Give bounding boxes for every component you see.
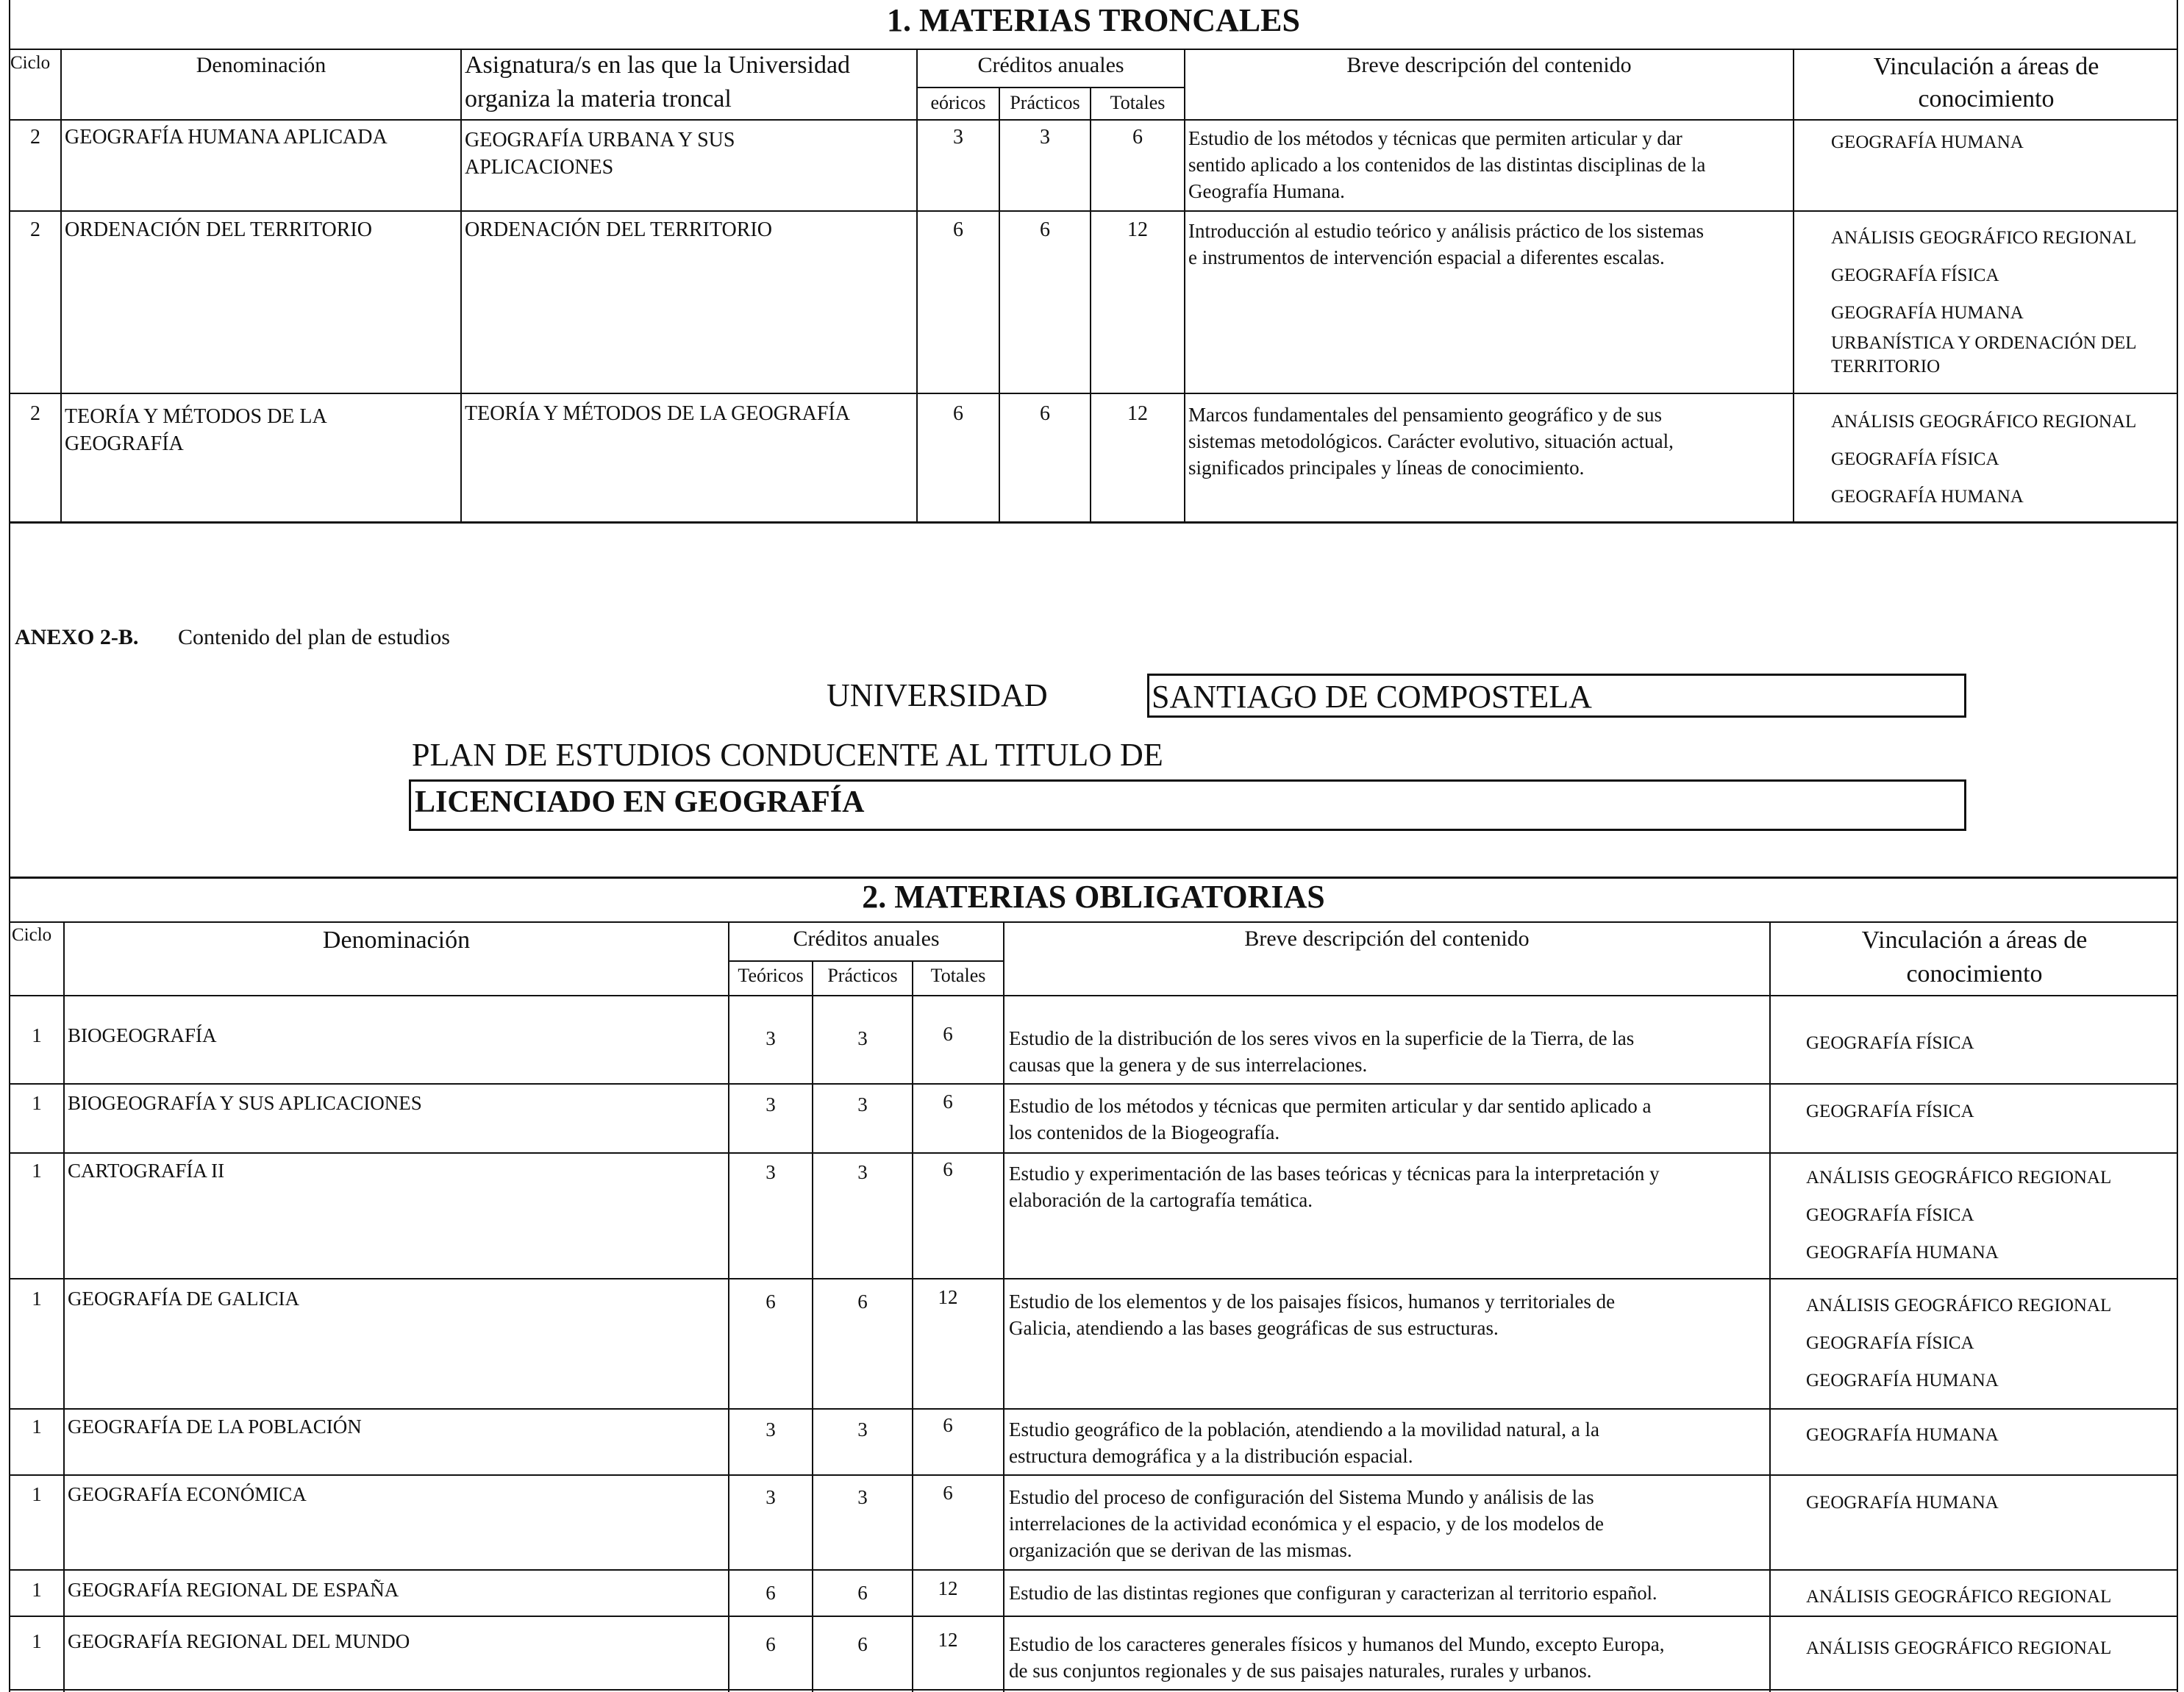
obligatoria-row-teoricos: 3 [766,1027,776,1049]
obligatoria-row-descripcion [1009,1579,1769,1606]
divider [1003,921,1004,1692]
area-label: GEOGRAFÍA FÍSICA [1831,449,1999,469]
header-vinculacion-line2: conocimiento [1906,960,2043,988]
obligatoria-row-practicos: 6 [857,1291,868,1313]
troncal-row-teoricos: 6 [953,218,963,241]
divider [728,960,1004,962]
divider [999,88,1000,524]
text-line: Galicia, atendiendo a las bases geográficas de sus estructuras. [1009,1317,1499,1339]
text-line: de sus conjuntos regionales y de sus paisajes naturales, rurales y urbanos. [1009,1660,1592,1682]
obligatoria-row-descripcion [1009,1160,1766,1213]
text-line: organización que se derivan de las mismas. [1009,1539,1352,1561]
header-vinculacion-line1: Vinculación a áreas de [1873,53,2099,80]
text-line: TERRITORIO [1831,357,1941,376]
header-ciclo: Ciclo [12,925,52,945]
header-ciclo: Ciclo [10,53,51,73]
obligatoria-row-practicos: 6 [857,1633,868,1655]
header-denominacion: Denominación [196,53,326,77]
obligatoria-row-descripcion [1009,1416,1766,1469]
troncal-row-teoricos: 6 [953,402,963,425]
text-line: elaboración de la cartografía temática. [1009,1189,1313,1211]
divider [9,921,2178,923]
area-label: GEOGRAFÍA FÍSICA [1806,1333,1974,1353]
text-line: Estudio y experimentación de las bases teóricas y técnicas para la interpretación y [1009,1163,1660,1185]
obligatoria-row-ciclo: 1 [32,1092,42,1114]
text-line: GEOGRAFÍA [65,432,184,455]
obligatoria-row-denominacion: GEOGRAFÍA DE GALICIA [68,1288,299,1310]
obligatorias-title: 2. MATERIAS OBLIGATORIAS [862,879,1325,915]
obligatoria-row-ciclo: 1 [32,1288,42,1310]
troncal-row-areas [1831,124,2024,161]
troncal-row-descripcion [1188,125,1791,204]
text-line: e instrumentos de intervención espacial a diferentes escalas. [1188,246,1665,268]
obligatoria-row-practicos: 6 [857,1582,868,1604]
universidad-label: UNIVERSIDAD [827,677,1048,713]
obligatoria-row-teoricos: 3 [766,1093,776,1115]
text-line: URBANÍSTICA Y ORDENACIÓN DEL [1831,333,2137,353]
troncal-row-denominacion: ORDENACIÓN DEL TERRITORIO [65,218,372,241]
troncal-row-totales: 12 [1127,218,1148,241]
troncal-row-denominacion [65,403,327,457]
obligatoria-row-totales: 6 [943,1023,953,1045]
divider [916,87,1185,88]
divider [9,1278,2178,1279]
header-totales: Totales [1110,92,1166,113]
obligatoria-row-denominacion: BIOGEOGRAFÍA Y SUS APLICACIONES [68,1092,422,1114]
troncal-row-asignatura [465,126,735,181]
area-label: GEOGRAFÍA FÍSICA [1831,265,1999,285]
obligatoria-row-teoricos: 3 [766,1486,776,1508]
obligatoria-row-ciclo: 1 [32,1630,42,1652]
header-descripcion: Breve descripción del contenido [1244,927,1530,951]
troncal-row-teoricos: 3 [953,126,963,149]
divider [9,49,2178,50]
troncal-row-areas [1831,403,2136,515]
obligatoria-row-denominacion: GEOGRAFÍA DE LA POBLACIÓN [68,1416,362,1438]
obligatoria-row-ciclo: 1 [32,1579,42,1601]
divider [1090,88,1091,524]
troncal-row-denominacion: GEOGRAFÍA HUMANA APLICADA [65,126,388,149]
divider [9,119,2178,121]
obligatoria-row-denominacion: GEOGRAFÍA REGIONAL DEL MUNDO [68,1630,410,1652]
obligatoria-row-areas [1806,1287,2111,1399]
troncal-row-asignatura: ORDENACIÓN DEL TERRITORIO [465,218,772,241]
obligatoria-row-totales: 6 [943,1414,953,1436]
divider [63,921,65,1692]
area-label: ANÁLISIS GEOGRÁFICO REGIONAL [1806,1638,2112,1658]
obligatoria-row-descripcion [1009,1484,1766,1563]
header-teoricos: eóricos [930,92,986,113]
area-label: GEOGRAFÍA HUMANA [1831,303,2024,323]
obligatoria-row-ciclo: 1 [32,1483,42,1505]
header-teoricos: Teóricos [738,965,804,986]
text-line: significados principales y líneas de conocimiento. [1188,457,1585,479]
text-line: Estudio de la distribución de los seres vivos en la superficie de la Tierra, de las [1009,1027,1635,1049]
obligatoria-row-teoricos: 6 [766,1291,776,1313]
obligatoria-row-teoricos: 6 [766,1633,776,1655]
text-line: interrelaciones de la actividad económica y el espacio, y de los modelos de [1009,1513,1604,1535]
obligatoria-row-areas [1806,1484,1999,1521]
anexo-label: ANEXO 2-B. [15,625,139,649]
text-line: Estudio de las distintas regiones que configuran y caracterizan al territorio español. [1009,1582,1657,1604]
header-creditos: Créditos anuales [793,927,940,951]
obligatoria-row-areas [1806,1159,2111,1271]
troncal-row-ciclo: 2 [30,126,40,149]
obligatoria-row-denominacion: GEOGRAFÍA REGIONAL DE ESPAÑA [68,1579,399,1601]
troncal-row-descripcion [1188,218,1791,271]
divider [9,995,2178,996]
obligatoria-row-descripcion [1009,1288,1766,1341]
area-label [1831,332,2137,379]
area-label: ANÁLISIS GEOGRÁFICO REGIONAL [1831,228,2137,248]
area-label: GEOGRAFÍA HUMANA [1831,487,2024,507]
divider [9,1408,2178,1410]
obligatoria-row-ciclo: 1 [32,1160,42,1182]
troncal-row-totales: 6 [1132,126,1143,149]
text-line: los contenidos de la Biogeografía. [1009,1121,1280,1143]
troncal-row-practicos: 6 [1040,402,1050,425]
area-label: GEOGRAFÍA HUMANA [1806,1371,1999,1391]
obligatoria-row-practicos: 3 [857,1418,868,1441]
divider [9,1569,2178,1571]
troncal-row-ciclo: 2 [30,402,40,425]
divider [9,1474,2178,1476]
divider [9,1616,2178,1617]
area-label: GEOGRAFÍA HUMANA [1806,1425,1999,1445]
text-line: Introducción al estudio teórico y análisis práctico de los sistemas [1188,220,1705,242]
obligatoria-row-teoricos: 6 [766,1582,776,1604]
area-label: ANÁLISIS GEOGRÁFICO REGIONAL [1831,412,2137,432]
obligatoria-row-areas [1806,1416,1999,1454]
obligatoria-row-denominacion: GEOGRAFÍA ECONÓMICA [68,1483,307,1505]
troncales-title: 1. MATERIAS TRONCALES [887,2,1300,38]
anexo-text: Contenido del plan de estudios [178,625,450,649]
obligatoria-row-totales: 6 [943,1158,953,1180]
obligatoria-row-teoricos: 3 [766,1161,776,1183]
divider [9,1083,2178,1085]
area-label: ANÁLISIS GEOGRÁFICO REGIONAL [1806,1587,2112,1607]
header-practicos: Prácticos [827,965,898,986]
divider [9,1152,2178,1154]
obligatoria-row-denominacion: BIOGEOGRAFÍA [68,1024,217,1046]
text-line: estructura demográfica y a la distribución espacial. [1009,1445,1413,1467]
text-line: TEORÍA Y MÉTODOS DE LA [65,405,327,428]
header-asignatura-line2: organiza la materia troncal [465,85,732,113]
obligatoria-row-ciclo: 1 [32,1024,42,1046]
troncal-row-descripcion [1188,401,1791,481]
text-line: Marcos fundamentales del pensamiento geográfico y de sus [1188,404,1663,426]
obligatoria-row-totales: 12 [938,1577,958,1599]
divider [9,210,2178,212]
obligatoria-row-practicos: 3 [857,1161,868,1183]
header-descripcion: Breve descripción del contenido [1346,53,1632,77]
troncal-row-ciclo: 2 [30,218,40,241]
obligatoria-row-ciclo: 1 [32,1416,42,1438]
obligatoria-row-totales: 12 [938,1286,958,1308]
obligatoria-row-practicos: 3 [857,1486,868,1508]
text-line: Estudio geográfico de la población, atendiendo a la movilidad natural, a la [1009,1418,1599,1441]
text-line: causas que la genera y de sus interrelaciones. [1009,1054,1368,1076]
obligatoria-row-totales: 6 [943,1482,953,1504]
obligatoria-row-practicos: 3 [857,1093,868,1115]
header-denominacion: Denominación [322,927,471,954]
obligatoria-row-descripcion [1009,1025,1766,1078]
area-label: GEOGRAFÍA FÍSICA [1806,1033,1974,1053]
obligatoria-row-teoricos: 3 [766,1418,776,1441]
area-label: GEOGRAFÍA FÍSICA [1806,1205,1974,1225]
text-line: Estudio de los caracteres generales físicos y humanos del Mundo, excepto Europa, [1009,1633,1665,1655]
header-creditos: Créditos anuales [977,53,1124,77]
text-line: Estudio del proceso de configuración del Sistema Mundo y análisis de las [1009,1486,1594,1508]
obligatoria-row-descripcion [1009,1631,1766,1684]
area-label: GEOGRAFÍA HUMANA [1831,132,2024,152]
troncal-row-totales: 12 [1127,402,1148,425]
area-label: GEOGRAFÍA HUMANA [1806,1493,1999,1513]
text-line: Estudio de los métodos y técnicas que permiten articular y dar [1188,127,1682,149]
plan-label: PLAN DE ESTUDIOS CONDUCENTE AL TITULO DE [412,737,1163,773]
text-line: sistemas metodológicos. Carácter evolutivo, situación actual, [1188,430,1674,452]
obligatoria-row-descripcion [1009,1093,1766,1146]
divider [9,393,2178,394]
header-asignatura-line1: Asignatura/s en las que la Universidad [465,51,851,79]
divider [1769,921,1771,1692]
header-vinculacion-line2: conocimiento [1918,85,2055,113]
troncal-row-areas [1831,219,2137,379]
troncal-row-practicos: 6 [1040,218,1050,241]
obligatoria-row-areas [1806,1578,2111,1616]
obligatoria-row-areas [1806,1093,1974,1130]
obligatoria-row-practicos: 3 [857,1027,868,1049]
text-line: Geografía Humana. [1188,180,1345,202]
troncal-row-asignatura: TEORÍA Y MÉTODOS DE LA GEOGRAFÍA [465,402,850,425]
titulo-value: LICENCIADO EN GEOGRAFÍA [415,785,865,819]
obligatoria-row-totales: 6 [943,1090,953,1113]
obligatoria-row-areas [1806,1629,2111,1667]
obligatoria-row-denominacion: CARTOGRAFÍA II [68,1160,225,1182]
area-label: ANÁLISIS GEOGRÁFICO REGIONAL [1806,1296,2112,1316]
divider [9,1689,2178,1691]
text-line: Estudio de los métodos y técnicas que permiten articular y dar sentido aplicado a [1009,1095,1652,1117]
header-practicos: Prácticos [1010,92,1080,113]
troncal-row-practicos: 3 [1040,126,1050,149]
area-label: GEOGRAFÍA HUMANA [1806,1243,1999,1263]
area-label: GEOGRAFÍA FÍSICA [1806,1102,1974,1121]
area-label: ANÁLISIS GEOGRÁFICO REGIONAL [1806,1168,2112,1188]
obligatoria-row-totales: 12 [938,1629,958,1651]
obligatoria-row-areas [1806,1024,1974,1062]
text-line: Estudio de los elementos y de los paisajes físicos, humanos y territoriales de [1009,1291,1616,1313]
header-vinculacion-line1: Vinculación a áreas de [1861,927,2088,954]
header-totales: Totales [930,965,986,986]
universidad-value: SANTIAGO DE COMPOSTELA [1152,679,1592,715]
text-line: APLICACIONES [465,156,614,179]
text-line: sentido aplicado a los contenidos de las distintas disciplinas de la [1188,154,1706,176]
text-line: GEOGRAFÍA URBANA Y SUS [465,129,735,151]
